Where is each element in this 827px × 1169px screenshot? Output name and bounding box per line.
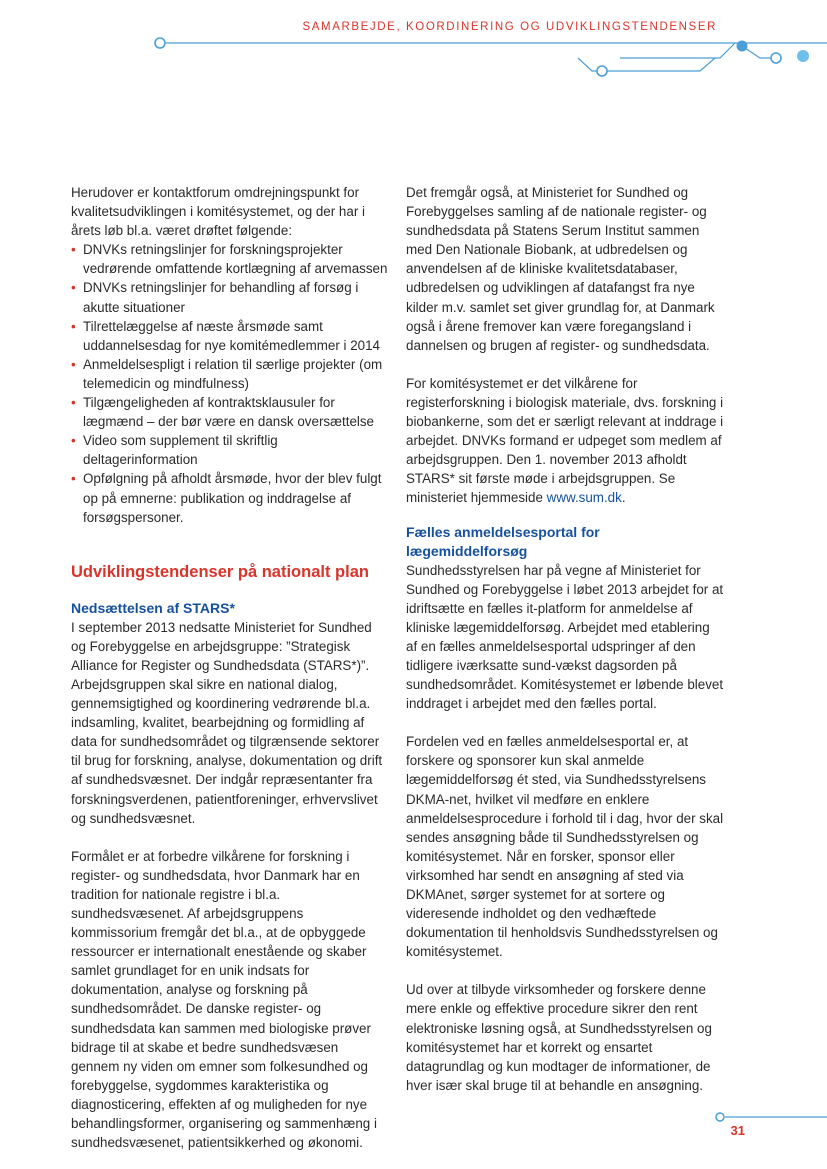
- left-column: [71, 183, 389, 1152]
- stars-paragraph-1: I september 2013 nedsatte Ministeriet for Sundhed og Forebyggelse en arbejdsgruppe: ”Strategisk Alliance for Register og Sundhedsdata (STARS*)”. Arbejdsgruppen skal sikre en national dialog, gennemsigtighed og koordinering vedrørende bl.a. indsamling, kvalitet, bearbejdning og formidling af data for sundhedsområdet og tilgrænsende sektorer til brug for forskning, analyse, dokumentation og drift af sundhedsvæsnet. Der indgår repræsentanter fra forskningsverdenen, patientforeninger, erhvervslivet og sundhedsvæsnet.: [71, 619, 383, 826]
- list-item: • DNVKs retningslinjer for behandling af forsøg i akutte situationer: [71, 278, 389, 316]
- portal-paragraph-3: Ud over at tilbyde virksomheder og forskere denne mere enkle og effektive procedure sikrer den rent elektroniske løsning også, at Sundhedsstyrelsen og komitésystemet har et korrekt og ensartet datagrundlag og kun modtager de informationer, de hver især skal bruge til at behandle en ansøgning.: [406, 982, 712, 1093]
- list-item: • Tilrettelæggelse af næste årsmøde samt uddannelsesdag for nye komitémedlemmer i 2014: [71, 317, 389, 355]
- subheading-stars: Nedsættelsen af STARS*: [71, 599, 235, 616]
- list-item: • DNVKs retningslinjer for forskningsprojekter vedrørende omfattende kortlægning af arvemassen: [71, 240, 389, 278]
- list-item: • Tilgængeligheden af kontraktsklausuler for lægmænd – der bør være en dansk oversættelse: [71, 393, 389, 431]
- register-paragraph: Det fremgår også, at Ministeriet for Sundhed og Forebyggelses samling af de nationale register- og sundhedsdata på Statens Serum Institut sammen med Den Nationale Biobank, at udbredelsen og anvendelsen af de kliniske kvalitetsdatabaser, udbredelsen og udviklingen af datafangst fra nye kilder m.v. samlet set giver grundlag for, at Danmark også i årene fremover kan være foregangsland i dannelsen og brugen af register- og sundhedsdata.: [406, 185, 715, 353]
- stars-paragraph-2: Formålet er at forbedre vilkårene for forskning i register- og sundhedsdata, hvor Danmark har en tradition for nationale registre i bl.a. sundhedsvæsenet. Af arbejdsgruppens kommissorium fremgår det bl.a., at de opbyggede ressourcer er internationalt enestående og skaber samlet grundlaget for en unik indsats for dokumentation, analyse og forskning på sundhedsområdet. De danske register- og sundhedsdata kan sammen med biologiske prøver bidrage til at skabe et bedre sundhedsvæsen gennem ny viden om emner som folkesundhed og forebyggelse, sygdommes karakteristika og diagnosticering, effekten af og muligheden for nye behandlingsformer, organisering og sammenhæng i sundhedsvæsenet, patientsikkerhed og økonomi.: [71, 848, 377, 1151]
- list-item: • Video som supplement til skriftlig deltagerinformation: [71, 431, 389, 469]
- page-number: 31: [730, 1123, 745, 1138]
- discussion-topics-list: [71, 240, 389, 526]
- portal-paragraph-2: Fordelen ved en fælles anmeldelsesportal er, at forskere og sponsorer kun skal anmelde lægemiddelforsøg ét sted, via Sundhedsstyrelsens DKMA-net, hvilket vil medføre en enklere anmeldelsesprocedure i forhold til i dag, hvor der skal sendes ansøgning både til Sundhedsstyrelsen og komitésystemet. Når en forsker, sponsor eller virksomhed har sendt en ansøgning af sted via DKMAnet, sørger systemet for at sortere og videresende indholdet og den vedhæftede dokumentation til henholdsvis Sundhedsstyrelsen og komitésystemet.: [406, 734, 724, 960]
- list-item: • Anmeldelsespligt i relation til særlige projekter (om telemedicin og mindfulness): [71, 355, 389, 393]
- running-header-title: SAMARBEJDE, KOORDINERING OG UDVIKLINGSTENDENSER: [302, 21, 717, 33]
- circuit-decoration-top: [0, 0, 827, 90]
- section-heading: Udviklingstendenser på nationalt plan: [71, 562, 369, 581]
- biobank-paragraph-text: For komitésystemet er det vilkårene for registerforskning i biologisk materiale, dvs. forskning i biobankerne, som det er særligt relevant at inddrage i arbejdet. DNVKs formand er udpeget som medlem af arbejdsgruppen. Den 1. november 2013 afholdt STARS* sit første møde i arbejdsgruppen. Se ministeriet hjemmeside: [406, 375, 724, 506]
- biobank-paragraph: [406, 374, 724, 508]
- portal-paragraph-1: Sundhedsstyrelsen har på vegne af Ministeriet for Sundhed og Forebyggelse i løbet 2013 arbejdet for at idriftsætte en fælles it-platform for anmeldelse af kliniske lægemiddelforsøg. Arbejdet med etablering af en fælles anmeldelsesportal udspringer af den tidligere iværksatte sund-vækst dagsorden på sundhedsområdet. Komitésystemet er løbende blevet inddraget i arbejdet med den fælles portal.: [406, 562, 724, 712]
- right-column: [406, 183, 724, 1095]
- list-item: • Opfølgning på afholdt årsmøde, hvor der blev fulgt op på emnerne: publikation og inddragelse af forsøgspersoner.: [71, 469, 389, 526]
- intro-paragraph: Herudover er kontaktforum omdrejningspunkt for kvalitetsudviklingen i komitésystemet, og der har i årets løb bl.a. været drøftet følgende:: [71, 185, 365, 239]
- biobank-paragraph-end: .: [621, 490, 626, 506]
- sum-dk-link[interactable]: www.sum.dk: [546, 490, 622, 506]
- subheading-portal: Fælles anmeldelsesportal for lægemiddelforsøg: [406, 523, 600, 559]
